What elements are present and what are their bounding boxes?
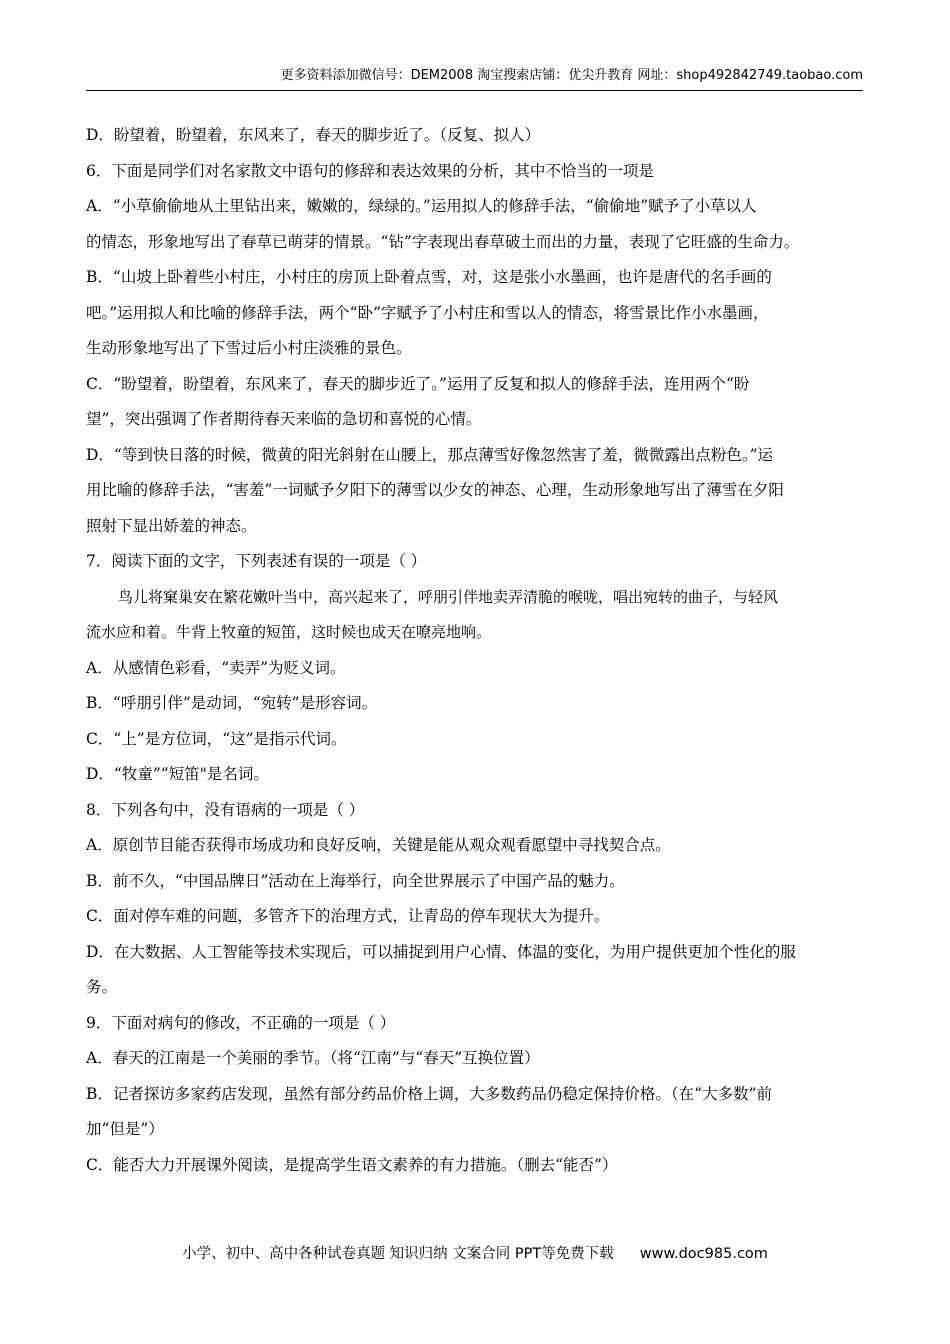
passage-line: 流水应和着。牛背上牧童的短笛，这时候也成天在嘹亮地响。 — [86, 623, 492, 641]
page-header — [86, 66, 863, 91]
q8-option-c: C．面对停车难的问题，多管齐下的治理方式，让青岛的停车现状大为提升。 — [86, 907, 610, 925]
footer-url[interactable]: www.doc985.com — [639, 1246, 768, 1262]
question-9: 9．下面对病句的修改，不正确的一项是（ ） — [86, 1013, 396, 1032]
question-6: 6．下面是同学们对名家散文中语句的修辞和表达效果的分析，其中不恰当的一项是 — [86, 161, 654, 180]
text-line: 生动形象地写出了下雪过后小村庄淡雅的景色。 — [86, 339, 412, 357]
text-line: 吧。”运用拟人和比喻的修辞手法，两个“卧”字赋予了小村庄和雪以人的情态，将雪景比作小水墨画， — [86, 303, 769, 322]
passage-line: 鸟儿将窠巢安在繁花嫩叶当中，高兴起来了，呼朋引伴地卖弄清脆的喉咙，唱出宛转的曲子，与轻风 — [118, 587, 779, 606]
text-line: 务。 — [86, 978, 118, 996]
text-line: D．盼望着，盼望着，东风来了，春天的脚步近了。（反复、拟人） — [86, 126, 541, 144]
text-line: 用比喻的修辞手法，“害羞”一词赋予夕阳下的薄雪以少女的神态、心理，生动形象地写出了薄雪在夕阳 — [86, 481, 784, 499]
text-line: 照射下显出娇羞的神态。 — [86, 516, 257, 535]
q8-option-a: A．原创节目能否获得市场成功和良好反响，关键是能从观众观看愿望中寻找契合点。 — [86, 836, 671, 854]
footer-text: 小学、初中、高中各种试卷真题 知识归纳 文案合同 PPT等免费下载 — [182, 1246, 614, 1262]
header-text: 更多资料添加微信号：DEM2008 淘宝搜索店铺：优尖升教育 网址：shop492842749.taobao.com — [280, 68, 863, 83]
q7-option-a: A．从感情色彩看，“卖弄”为贬义词。 — [86, 658, 346, 677]
document-body — [86, 124, 864, 1204]
q9-option-c: C．能否大力开展课外阅读，是提高学生语文素养的有力措施。（删去“能否”） — [86, 1155, 618, 1174]
q6-option-b: B．“山坡上卧着些小村庄，小村庄的房顶上卧着点雪，对，这是张小水墨画，也许是唐代的名手画的 — [86, 268, 772, 286]
q7-option-d: D．“牧童”“短笛"是名词。 — [86, 765, 269, 783]
q6-option-c: C．“盼望着，盼望着，东风来了，春天的脚步近了。”运用了反复和拟人的修辞手法，连用两个“盼 — [86, 374, 750, 393]
q9-option-b: B．记者探访多家药店发现，虽然有部分药品价格上调，大多数药品仍稳定保持价格。（在“大多数”前 — [86, 1084, 772, 1103]
q9-option-a: A．春天的江南是一个美丽的季节。（将“江南”与“春天”互换位置） — [86, 1049, 540, 1067]
question-7: 7．阅读下面的文字，下列表述有误的一项是（ ） — [86, 552, 427, 570]
q7-option-b: B．“呼朋引伴”是动词，“宛转”是形容词。 — [86, 694, 378, 712]
text-line: 的情态，形象地写出了春草已萌芽的情景。“钻”字表现出春草破土而出的力量，表现了它旺盛的生命力。 — [86, 232, 800, 251]
q7-option-c: C．“上”是方位词，“这”是指示代词。 — [86, 729, 347, 748]
q8-option-b: B．前不久，“中国品牌日”活动在上海举行，向全世界展示了中国产品的魅力。 — [86, 871, 625, 890]
page-footer — [86, 1244, 864, 1264]
question-8: 8．下列各句中，没有语病的一项是（ ） — [86, 800, 365, 819]
q6-option-d: D．“等到快日落的时候，微黄的阳光斜射在山腰上，那点薄雪好像忽然害了羞，微微露出点粉色。”运 — [86, 445, 774, 464]
q8-option-d: D．在大数据、人工智能等技术实现后，可以捕捉到用户心情、体温的变化，为用户提供更加个性化的服 — [86, 942, 796, 961]
text-line: 加“但是”） — [86, 1120, 164, 1138]
text-line: 望”，突出强调了作者期待春天来临的急切和喜悦的心情。 — [86, 410, 482, 428]
q6-option-a: A．“小草偷偷地从土里钻出来，嫩嫩的，绿绿的。”运用拟人的修辞手法，“偷偷地”赋予了小草以人 — [86, 197, 757, 215]
